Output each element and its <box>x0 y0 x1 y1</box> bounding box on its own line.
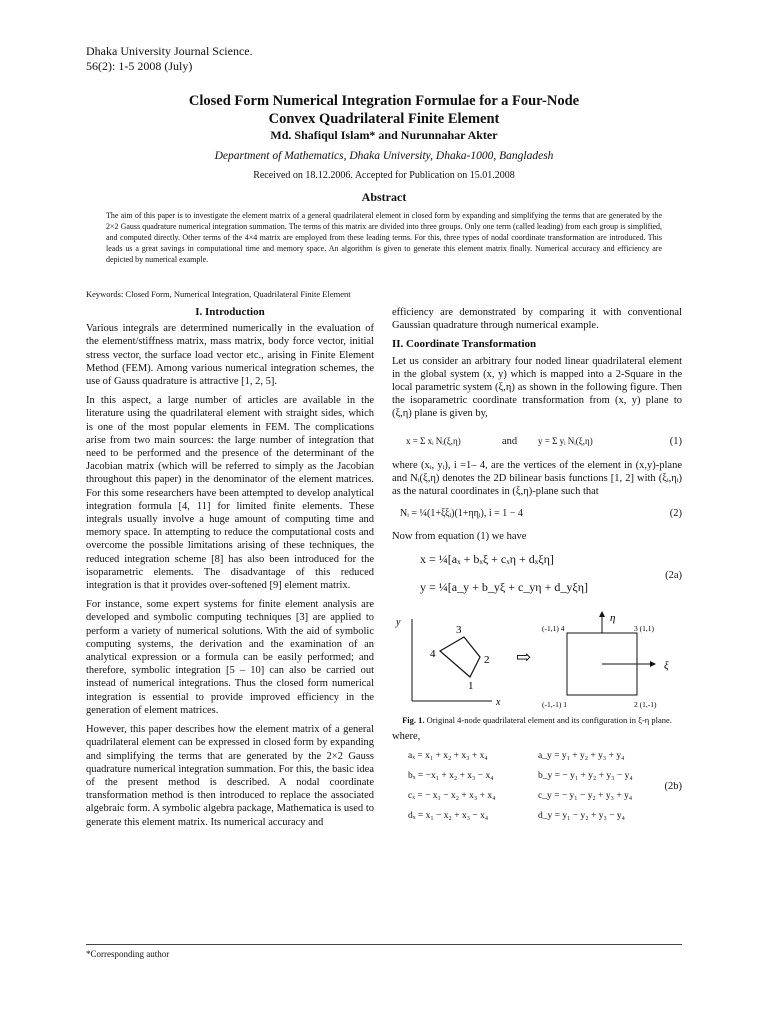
eq2b-dy: d_y = y₁ − y₂ + y₃ − y₄ <box>538 810 625 821</box>
eq2b-cx: cₓ = − x₁ − x₂ + x₃ + x₄ <box>408 790 496 801</box>
section-heading-coordinate-transformation: II. Coordinate Transformation <box>392 338 537 351</box>
node-2-label: 2 <box>484 654 490 667</box>
figure-caption-label: Fig. 1. <box>402 715 425 726</box>
left-column <box>86 306 374 835</box>
right-column <box>392 306 682 836</box>
affiliation: Department of Mathematics, Dhaka University, Dhaka-1000, Bangladesh <box>214 150 554 162</box>
figure-1-caption <box>392 715 682 726</box>
figure-1 <box>392 611 682 711</box>
eq2b-bx: bₓ = −x₁ + x₂ + x₃ − x₄ <box>408 770 494 781</box>
keywords: Keywords: Closed Form, Numerical Integration, Quadrilateral Finite Element <box>86 289 351 299</box>
abstract-text: The aim of this paper is to investigate the element matrix of a general quadrilateral element in closed form by expanding and simplifying the terms that are generated by the 2×2 Gauss quadrature numerical integration summation. The terms of this matrix are divided into three groups. Only one term (called leading) from each group is simplified, and computed directly. Other terms of the 4×4 matrix are employed from these leading terms. For this, three types of nodal coordinate transformation are introduced. This leads us a great savings in computational time and memory space. An algorithm is given to generate this element matrix finally. Numerical accuracy and efficiency are depicted by numerical example. <box>106 211 662 265</box>
journal-header <box>86 44 253 74</box>
eq2-formula: Nᵢ = ¼(1+ξξᵢ)(1+ηηᵢ), i = 1 − 4 <box>400 508 523 520</box>
eq2b-dx: dₓ = x₁ − x₂ + x₃ − x₄ <box>408 810 489 821</box>
eta-label: η <box>610 612 616 625</box>
eq2b-ay: a_y = y₁ + y₂ + y₃ + y₄ <box>538 750 625 761</box>
quadrilateral-element <box>440 637 480 677</box>
eq1-y: y = Σ yᵢ Nᵢ(ξ,η) <box>538 435 593 446</box>
node-1-label: 1 <box>468 680 474 693</box>
equation-1 <box>392 427 682 453</box>
equation-2b <box>392 748 682 836</box>
section-heading-introduction: I. Introduction <box>195 306 265 318</box>
intro-paragraph-1: Various integrals are determined numerically in the evaluation of the element/stiffness matrix, mass matrix, body force vector, initial stress vector, the surface load vector etc., arising in Finite Element Method (FEM). Among various numerical integration schemes, the use of Gauss quadrature is attractive [1, 2, 5]. <box>86 323 374 388</box>
corner-label-2: 2 (1,-1) <box>634 700 657 710</box>
title-line-2: Convex Quadrilateral Finite Element <box>268 111 500 127</box>
figure-1-diagram <box>392 611 682 711</box>
eq2b-ax: aₓ = x₁ + x₂ + x₃ + x₄ <box>408 750 488 761</box>
corner-label-4: (-1,1) 4 <box>542 624 565 634</box>
footnote-rule <box>86 944 682 945</box>
eq1-x: x = Σ xᵢ Nᵢ(ξ,η) <box>406 435 461 446</box>
eq2a-x: x = ¼[aₓ + bₓξ + cₓη + dₓξη] <box>420 552 554 567</box>
xi-label: ξ <box>664 660 669 673</box>
intro-paragraph-3: For instance, some expert systems for finite element analysis are developed and symbolic computing techniques [3] are applied to perform a variety of numerical solutions. With the aid of symbolic computing systems, the derivation and the examination of an analytical expression or a formula can be easily performed; and therefore, symbolic integration [5 – 10] can also be carried out instead of numerical integrations. Thus the closed form numerical integration is essential to provide improved efficiency in the generation of element matrices. <box>86 599 374 716</box>
coord-paragraph-3: Now from equation (1) we have <box>392 531 527 543</box>
eq2b-number: (2b) <box>664 780 682 792</box>
intro-paragraph-2: In this aspect, a large number of articles are available in the literature using the quadrilateral element with straight sides, which is one of the most popular elements in FEM. The complications arise from two main sources: the large number of integration that need to be performed and the presence of the determinant of the Jacobian matrix (which will be referred to simply as the Jacobian throughout this paper) in the denominator of the element matrices. For this some researchers have been attempted to develop analytical integration formula [4, 11] for limited finite elements. These integrals usually involve a huge amount of computing time and memory space. In attempting to reduce the computational costs and overcome the possible limitations arising of these techniques, the reduced integration scheme [8] has also been introduced for the isoparametric elements. The disadvantage of this reduced integration is that it provides over-softened [9] element matrix. <box>86 395 374 592</box>
journal-name: Dhaka University Journal Science. <box>86 44 253 58</box>
figure-caption-text: Original 4-node quadrilateral element and its configuration in ξ-η plane. <box>426 715 672 726</box>
eq1-number: (1) <box>669 435 682 447</box>
node-4-label: 4 <box>430 648 436 661</box>
equation-2 <box>392 504 682 524</box>
axis-label-y: y <box>396 617 401 629</box>
coord-paragraph-2: where (xᵢ, yᵢ), i =1– 4, are the vertices of the element in (x,y)-plane and Nᵢ(ξ,η) denotes the 2D bilinear basis functions [1, 2] with (ξᵢ,ηᵢ) as the natural coordinates in (ξ,η)-plane such that <box>392 459 682 498</box>
eq2a-number: (2a) <box>665 570 682 582</box>
eq2b-cy: c_y = − y₁ − y₂ + y₃ + y₄ <box>538 790 633 801</box>
eq1-and: and <box>502 435 518 447</box>
eq2a-y: y = ¼[a_y + b_yξ + c_yη + d_yξη] <box>420 580 588 595</box>
received-date: Received on 18.12.2006. Accepted for Publication on 15.01.2008 <box>253 170 515 181</box>
eq2-number: (2) <box>669 508 682 520</box>
xi-arrowhead <box>650 661 656 667</box>
coord-paragraph-1: Let us consider an arbitrary four noded linear quadrilateral element in the global system (x, y) which is mapped into a 2-Square in the local parametric system (ξ,η) as shown in the following figure. Then the isoparametric coordinate transformation from (x, y) plane to (ξ,η) plane is given by, <box>392 355 682 420</box>
mapping-arrow: ⇨ <box>516 647 532 668</box>
intro-paragraph-4: However, this paper describes how the element matrix of a general quadrilateral element can be expressed in closed form by expanding and simplifying the terms that are generated by the 2×2 Gauss quadrature numerical integration summation. For this, the basic idea of the present method is described. A nodal coordinate transformation method is then introduced to replace the associated algebraic form. A symbolic algebra package, Mathematica is used to generate this element matrix. Its numerical accuracy and <box>86 724 374 828</box>
corner-label-1: (-1,-1) 1 <box>542 700 567 710</box>
where-label: where, <box>392 731 421 743</box>
footnote: *Corresponding author <box>86 949 170 959</box>
paper-title <box>86 92 682 128</box>
eq2b-by: b_y = − y₁ + y₂ + y₃ − y₄ <box>538 770 633 781</box>
abstract-heading: Abstract <box>361 190 407 204</box>
authors: Md. Shafiqul Islam* and Nurunnahar Akter <box>270 128 498 142</box>
eta-arrowhead <box>599 611 605 617</box>
corner-label-3: 3 (1,1) <box>634 624 654 634</box>
equation-2a <box>392 549 682 605</box>
node-3-label: 3 <box>456 624 462 637</box>
axis-label-x: x <box>496 697 501 709</box>
right-paragraph-0: efficiency are demonstrated by comparing it with conventional Gaussian quadrature through numerical example. <box>392 307 682 332</box>
title-line-1: Closed Form Numerical Integration Formulae for a Four-Node <box>188 93 580 109</box>
journal-volume: 56(2): 1-5 2008 (July) <box>86 59 193 73</box>
